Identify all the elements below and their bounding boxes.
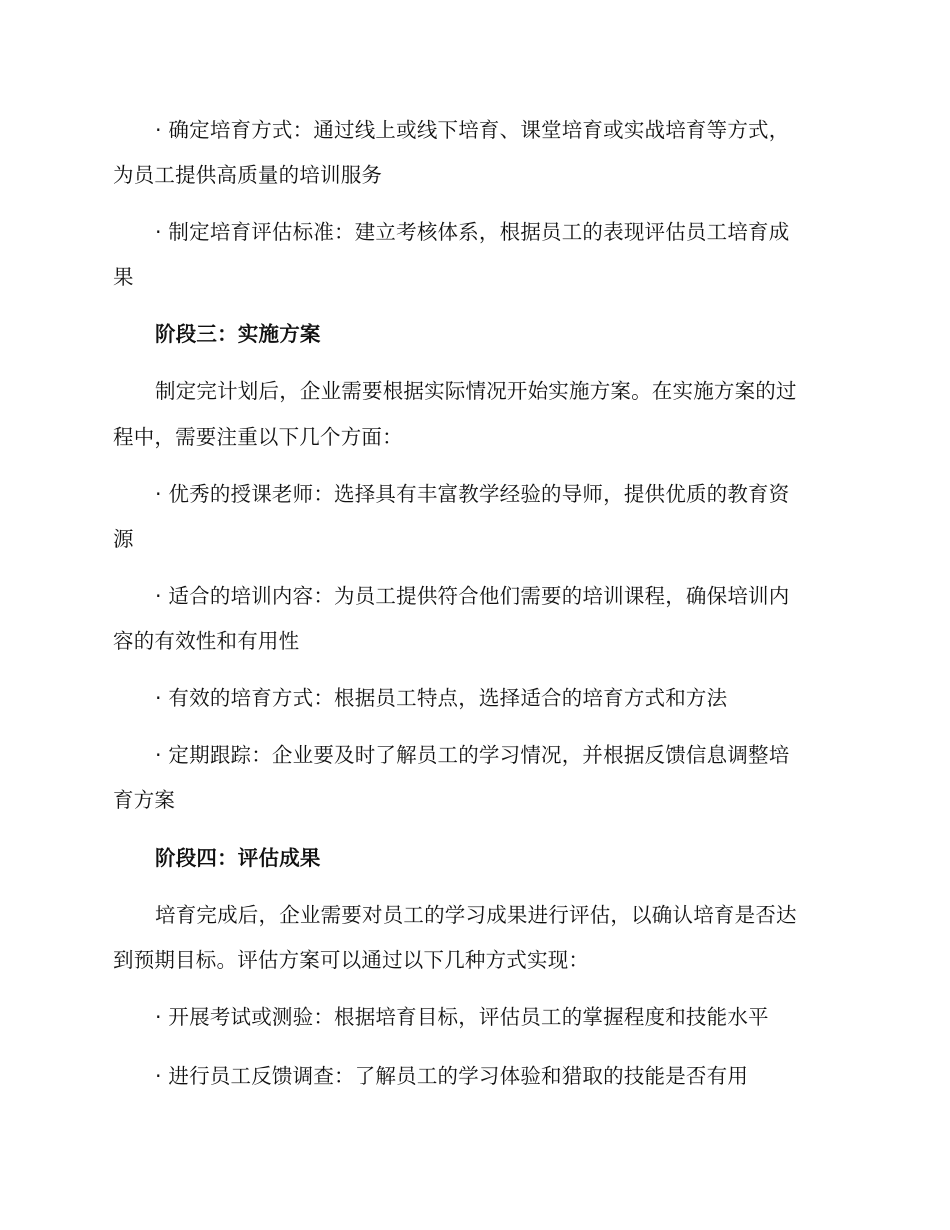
bullet-line: · 适合的培训内容：为员工提供符合他们需要的培训课程，确保培训内 bbox=[155, 584, 790, 608]
bullet-line: · 进行员工反馈调查：了解员工的学习体验和猎取的技能是否有用 bbox=[155, 1064, 749, 1088]
bullet-line: · 制定培育评估标准：建立考核体系，根据员工的表现评估员工培育成 bbox=[155, 220, 790, 244]
bullet-line: · 确定培育方式：通过线上或线下培育、课堂培育或实战培育等方式， bbox=[155, 118, 790, 142]
bullet-line: · 有效的培育方式：根据员工特点，选择适合的培育方式和方法 bbox=[155, 686, 728, 710]
paragraph-line: 制定完计划后，企业需要根据实际情况开始实施方案。在实施方案的过 bbox=[155, 379, 797, 403]
section-heading: 阶段四：评估成果 bbox=[155, 846, 321, 870]
paragraph-line: 程中，需要注重以下几个方面： bbox=[113, 425, 403, 449]
bullet-line: · 开展考试或测验：根据培育目标，评估员工的掌握程度和技能水平 bbox=[155, 1005, 769, 1029]
bullet-line: 果 bbox=[113, 265, 134, 289]
bullet-line: 容的有效性和有用性 bbox=[113, 629, 300, 653]
bullet-line: 源 bbox=[113, 527, 134, 551]
bullet-line: 为员工提供高质量的培训服务 bbox=[113, 163, 383, 187]
bullet-line: 育方案 bbox=[113, 788, 176, 812]
section-heading: 阶段三：实施方案 bbox=[155, 322, 321, 346]
bullet-line: · 优秀的授课老师：选择具有丰富教学经验的导师，提供优质的教育资 bbox=[155, 482, 790, 506]
bullet-line: · 定期跟踪：企业要及时了解员工的学习情况，并根据反馈信息调整培 bbox=[155, 743, 790, 767]
paragraph-line: 培育完成后，企业需要对员工的学习成果进行评估，以确认培育是否达 bbox=[155, 903, 797, 927]
paragraph-line: 到预期目标。评估方案可以通过以下几种方式实现： bbox=[113, 948, 590, 972]
